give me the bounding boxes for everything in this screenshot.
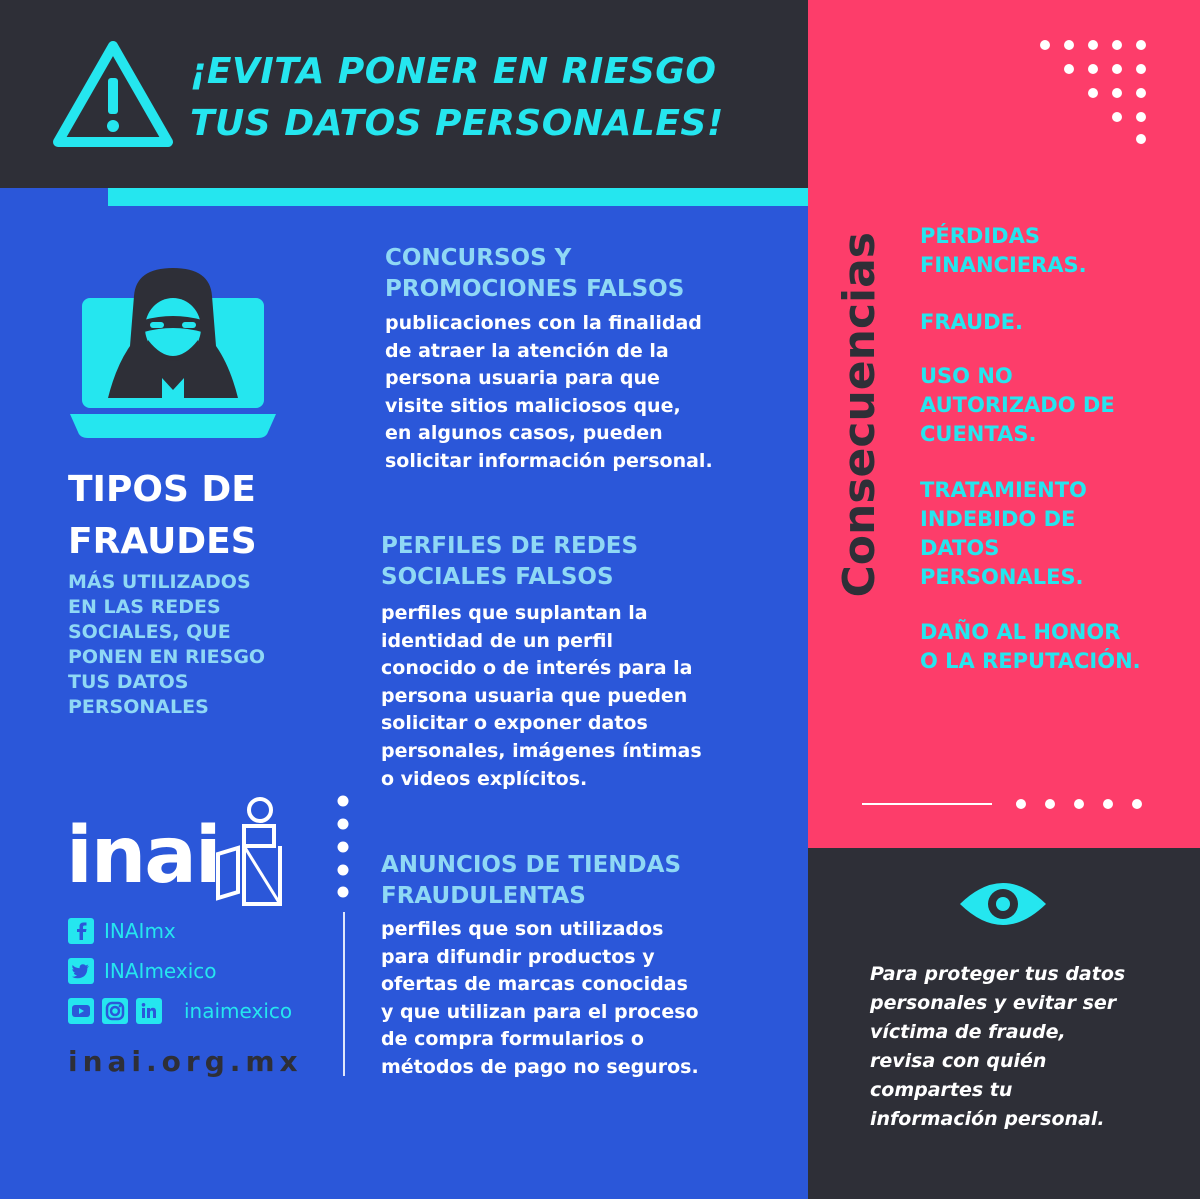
fraud-description: [381, 916, 699, 1082]
fraud-heading: [385, 243, 684, 305]
linkedin-icon: [136, 998, 162, 1024]
fraud-heading-line: ANUNCIOS DE TIENDAS: [381, 852, 682, 878]
section-title-line: TIPOS DE: [68, 469, 256, 510]
fraud-description-line: perfiles que suplantan la: [381, 602, 648, 624]
fraud-heading-line: PERFILES DE REDES: [381, 533, 639, 559]
fraud-heading-line: FRAUDULENTAS: [381, 883, 586, 909]
section-title: [68, 464, 368, 568]
consequences-label-text: Consecuencias: [834, 232, 885, 598]
website-link[interactable]: inai.org.mx: [68, 1045, 303, 1078]
dot: [1136, 64, 1146, 74]
consequence-line: TRATAMIENTO: [920, 478, 1087, 502]
fraud-heading-line: CONCURSOS Y: [385, 245, 572, 271]
fraud-heading: [381, 850, 681, 912]
advice-line: compartes tu: [870, 1079, 1013, 1101]
consequence-line: PERSONALES.: [920, 565, 1084, 589]
dot: [1016, 799, 1026, 809]
twitter-handle: INAImexico: [104, 959, 217, 983]
dot: [1112, 88, 1122, 98]
fraud-heading-line: SOCIALES FALSOS: [381, 564, 614, 590]
fraud-description-line: y que utilizan para el proceso: [381, 1000, 699, 1023]
advice-line: Para proteger tus datos: [870, 963, 1126, 985]
dot: [1112, 40, 1122, 50]
consequence-line: CUENTAS.: [920, 422, 1037, 446]
fraud-description-line: identidad de un perfil: [381, 629, 613, 652]
dot: [1040, 40, 1050, 50]
dot: [1136, 88, 1146, 98]
fraud-description-line: métodos de pago no seguros.: [381, 1055, 699, 1078]
advice-line: información personal.: [870, 1108, 1105, 1130]
warning-icon: [52, 40, 174, 148]
instagram-icon: [102, 998, 128, 1024]
subtitle-line: SOCIALES, QUE: [68, 621, 231, 643]
youtube-icon: [68, 998, 94, 1024]
consequence-item: [920, 222, 1180, 280]
fraud-description-line: o videos explícitos.: [381, 767, 588, 790]
consequence-line: PÉRDIDAS: [920, 224, 1040, 248]
dot: [1074, 799, 1084, 809]
fraud-description-line: solicitar o exponer datos: [381, 712, 648, 735]
dot: [1064, 40, 1074, 50]
fraud-heading-line: PROMOCIONES FALSOS: [385, 276, 685, 302]
fraud-description-line: publicaciones con la finalidad: [385, 312, 702, 334]
twitter-icon: [68, 958, 94, 984]
social-others[interactable]: [68, 998, 318, 1024]
fraud-description-line: de compra formularios o: [381, 1028, 644, 1051]
fraud-description-line: perfiles que son utilizados: [381, 918, 664, 940]
vertical-divider: [343, 912, 345, 1076]
dot: [1132, 799, 1142, 809]
subtitle-line: PERSONALES: [68, 696, 209, 718]
consequence-line: DAÑO AL HONOR: [920, 620, 1121, 644]
fraud-description-line: persona usuaria para que: [385, 367, 660, 390]
inai-logo-wordmark: inai: [66, 811, 220, 901]
facebook-icon: [68, 918, 94, 944]
consequence-line: INDEBIDO DE: [920, 507, 1076, 531]
dot: [1088, 64, 1098, 74]
consequence-item: [920, 362, 1180, 449]
dot: [1088, 88, 1098, 98]
subtitle-line: TUS DATOS: [68, 671, 189, 693]
consequence-item: [920, 476, 1180, 592]
fraud-description-line: en algunos casos, pueden: [385, 422, 663, 445]
consequence-line: DATOS: [920, 536, 1000, 560]
fraud-description-line: persona usuaria que pueden: [381, 684, 688, 707]
consequences-label: [835, 232, 885, 672]
dot: [1112, 112, 1122, 122]
consequence-line: AUTORIZADO DE: [920, 393, 1115, 417]
subtitle-line: EN LAS REDES: [68, 596, 221, 618]
decorative-dots-column: [336, 794, 350, 898]
advice-line: víctima de fraude,: [870, 1021, 1066, 1043]
fraud-description-line: de atraer la atención de la: [385, 339, 669, 362]
dot: [1112, 64, 1122, 74]
page-title-line: TUS DATOS PERSONALES!: [190, 103, 724, 144]
dot: [1136, 134, 1146, 144]
dot: [1064, 64, 1074, 74]
section-title-line: FRAUDES: [68, 521, 257, 562]
fraud-description: [385, 310, 713, 476]
subtitle-line: PONEN EN RIESGO: [68, 646, 266, 668]
fraud-heading: [381, 531, 638, 593]
decorative-dots: [1040, 40, 1170, 150]
social-twitter[interactable]: [68, 958, 268, 984]
divider-line: [862, 803, 992, 805]
fraud-description-line: ofertas de marcas conocidas: [381, 973, 688, 996]
consequence-line: FINANCIERAS.: [920, 253, 1087, 277]
advice-line: personales y evitar ser: [870, 992, 1117, 1014]
consequence-line: FRAUDE.: [920, 310, 1023, 334]
consequence-line: O LA REPUTACIÓN.: [920, 649, 1141, 673]
page-title: [190, 46, 800, 150]
hacker-laptop-icon: [62, 266, 284, 442]
section-subtitle: [68, 570, 338, 720]
consequence-line: USO NO: [920, 364, 1013, 388]
page-title-line: ¡EVITA PONER EN RIESGO: [190, 51, 717, 92]
decorative-dots-row: [1016, 796, 1146, 812]
advice-text: [870, 960, 1180, 1134]
fraud-description-line: conocido o de interés para la: [381, 657, 693, 680]
dot: [1045, 799, 1055, 809]
fraud-description-line: para difundir productos y: [381, 945, 655, 968]
facebook-handle: INAImx: [104, 919, 176, 943]
dot: [1088, 40, 1098, 50]
fraud-description: [381, 600, 702, 793]
fraud-description-line: visite sitios maliciosos que,: [385, 394, 681, 417]
social-facebook[interactable]: [68, 918, 228, 944]
social-handle: inaimexico: [184, 999, 293, 1023]
dot: [1136, 40, 1146, 50]
consequence-item: [920, 308, 1180, 337]
consequence-item: [920, 618, 1180, 676]
advice-line: revisa con quién: [870, 1050, 1047, 1072]
fraud-description-line: solicitar información personal.: [385, 449, 713, 472]
header-accent-horizontal: [108, 188, 824, 206]
fraud-description-line: personales, imágenes íntimas: [381, 739, 702, 762]
dot: [1136, 112, 1146, 122]
dot: [1103, 799, 1113, 809]
subtitle-line: MÁS UTILIZADOS: [68, 571, 251, 593]
inai-figure-icon: [214, 796, 286, 908]
eye-icon: [958, 876, 1048, 932]
